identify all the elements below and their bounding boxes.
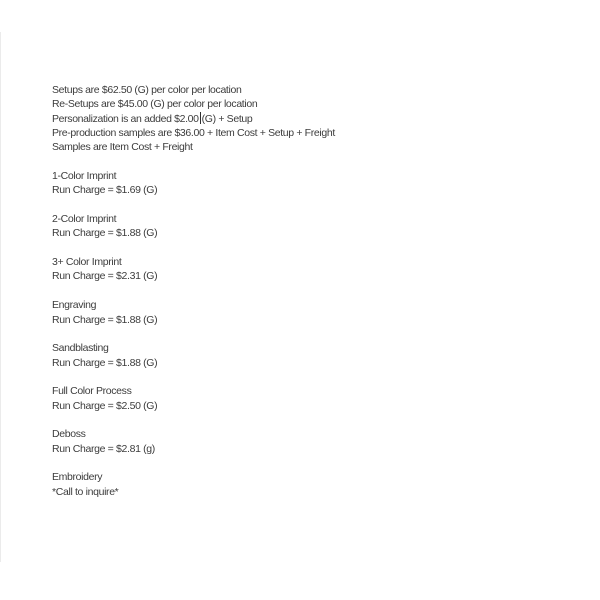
section-1-color-imprint <box>52 169 552 198</box>
section-title: 2-Color Imprint <box>52 213 117 226</box>
section-full-color-process <box>52 384 552 413</box>
section-3plus-color-imprint <box>52 255 552 284</box>
text-cursor <box>200 112 201 124</box>
section-title: 3+ Color Imprint <box>52 256 122 269</box>
section-engraving <box>52 298 552 327</box>
preproduction-price-line: Pre-production samples are $36.00 + Item Cost + Setup + Freight <box>52 127 335 140</box>
section-deboss <box>52 427 552 456</box>
section-title: Sandblasting <box>52 342 109 355</box>
section-run-charge: Run Charge = $2.81 (g) <box>52 442 155 455</box>
section-title: Engraving <box>52 299 97 312</box>
pricing-intro-block <box>52 83 552 155</box>
section-title: Deboss <box>52 428 86 441</box>
section-run-charge: Run Charge = $1.69 (G) <box>52 184 158 197</box>
page-edge-line <box>0 32 1 562</box>
section-title: Full Color Process <box>52 385 132 398</box>
section-2-color-imprint <box>52 212 552 241</box>
personalization-price-line <box>52 112 552 126</box>
section-run-charge: Run Charge = $1.88 (G) <box>52 313 158 326</box>
resetup-price-line: Re-Setups are $45.00 (G) per color per location <box>52 98 258 111</box>
setup-price-line: Setups are $62.50 (G) per color per location <box>52 84 242 96</box>
section-title: Embroidery <box>52 471 103 484</box>
document-edit-area[interactable] <box>52 83 552 499</box>
personalization-text-after-caret: (G) + Setup <box>201 112 253 125</box>
samples-price-line: Samples are Item Cost + Freight <box>52 141 193 154</box>
section-run-charge: Run Charge = $2.50 (G) <box>52 399 158 412</box>
section-run-charge: Run Charge = $1.88 (G) <box>52 227 158 240</box>
section-run-charge: Run Charge = $2.31 (G) <box>52 270 158 283</box>
section-call-to-inquire: *Call to inquire* <box>52 485 119 498</box>
section-run-charge: Run Charge = $1.88 (G) <box>52 356 158 369</box>
section-embroidery <box>52 470 552 499</box>
section-sandblasting <box>52 341 552 370</box>
section-title: 1-Color Imprint <box>52 170 117 183</box>
personalization-text-before-caret: Personalization is an added $2.00 <box>52 112 199 125</box>
